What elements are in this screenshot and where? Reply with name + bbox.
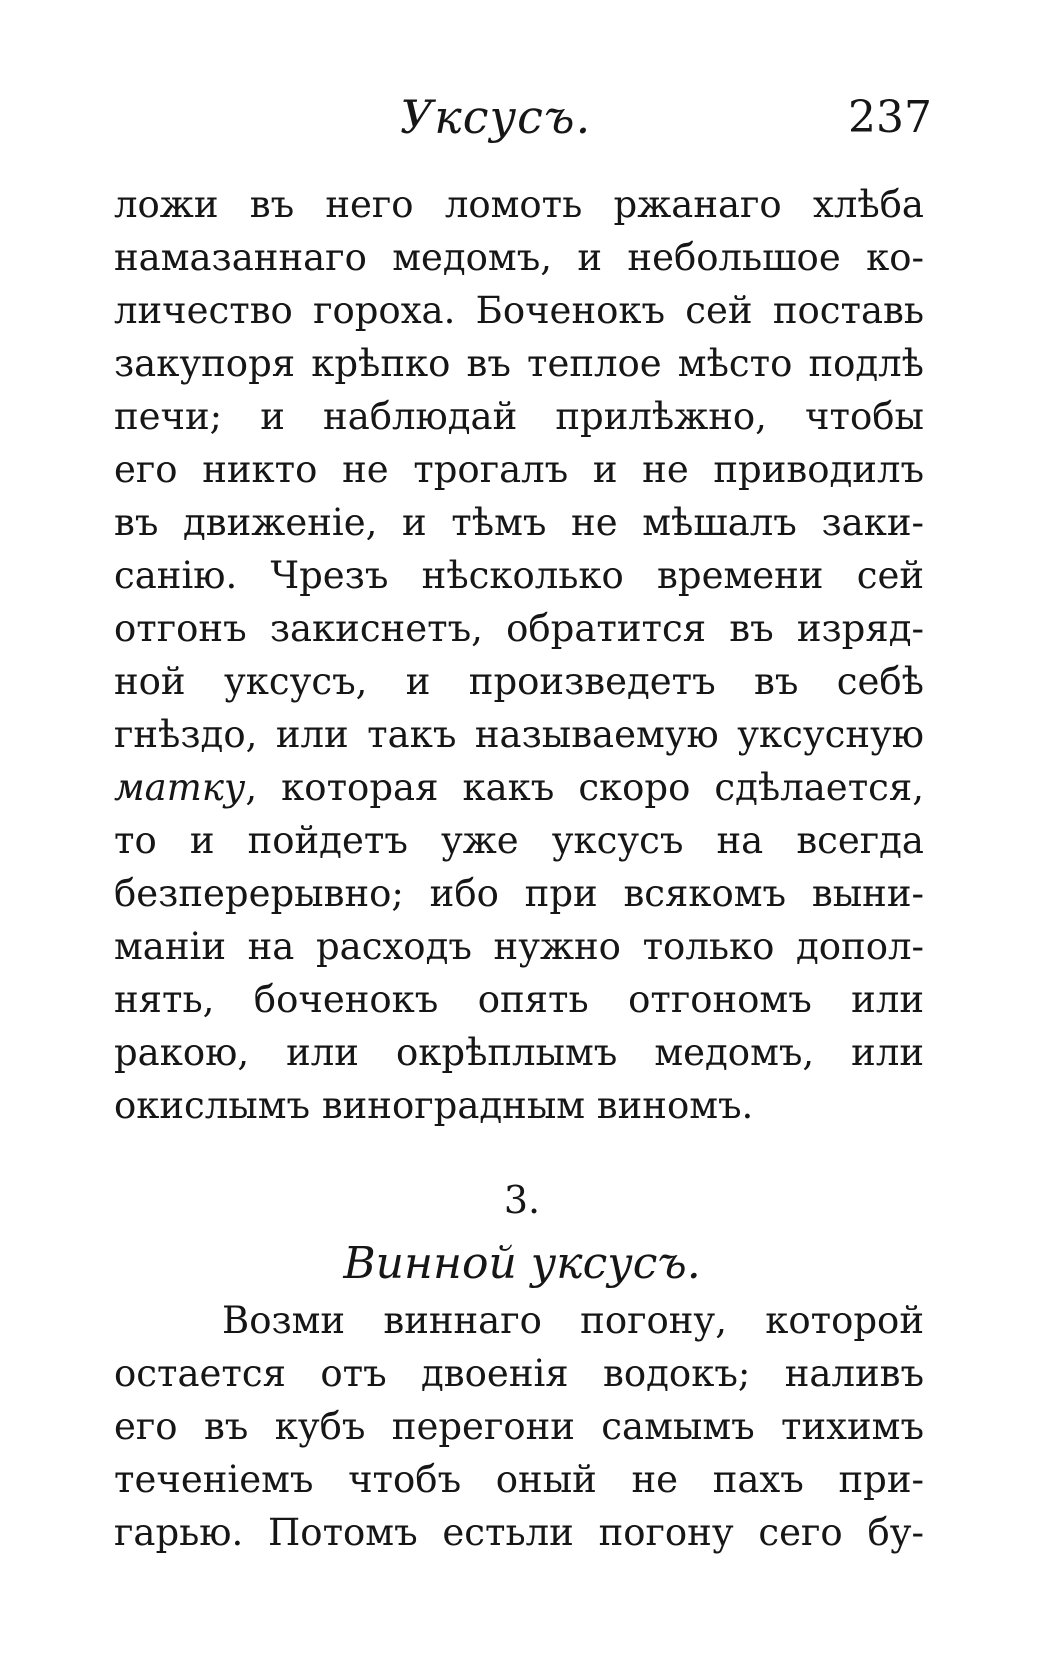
text-line: манiи на расходъ нужно только допол- <box>114 925 924 968</box>
page-number: 237 <box>848 92 932 143</box>
text-line: его въ кубъ перегони самымъ тихимъ <box>114 1405 924 1448</box>
text-line: ной уксусъ, и произведетъ въ себѣ <box>114 660 924 703</box>
text-line: намазаннаго медомъ, и небольшое ко- <box>114 236 924 279</box>
text-line: ракою, или окрѣплымъ медомъ, или <box>114 1031 924 1074</box>
text-line: въ движенiе, и тѣмъ не мѣшалъ заки- <box>114 501 924 544</box>
text-line: личество гороха. Боченокъ сей поставь <box>114 289 924 332</box>
text-line: окислымъ виноградным виномъ. <box>114 1084 754 1127</box>
text-line: его никто не трогалъ и не приводилъ <box>114 448 924 491</box>
paragraph-continued <box>114 178 924 1132</box>
text-line: печи; и наблюдай прилѣжно, чтобы <box>114 395 924 438</box>
text-line: санiю. Чрезъ нѣсколько времени сей <box>114 554 924 597</box>
text-line: Возми виннаго погону, которой <box>222 1299 924 1342</box>
text-line: теченiемъ чтобъ оный не пахъ при- <box>114 1458 924 1501</box>
text-line: то и пойдетъ уже уксусъ на всегда <box>114 819 924 862</box>
section-number: 3. <box>503 1178 541 1222</box>
italic-term: матку <box>114 766 246 809</box>
paragraph-new <box>114 1294 924 1559</box>
text-line: ложи въ него ломоть ржанаго хлѣба <box>114 183 924 226</box>
text-line-with-italic <box>114 761 924 814</box>
text-line: нять, боченокъ опять отгономъ или <box>114 978 924 1021</box>
text-line: гарью. Потомъ естьли погону сего бу- <box>114 1511 924 1554</box>
text-line: закупоря крѣпко въ теплое мѣсто подлѣ <box>114 342 924 385</box>
text-line: безперерывно; ибо при всякомъ выни- <box>114 872 924 915</box>
text-line: остается отъ двоенiя водокъ; наливъ <box>114 1352 924 1395</box>
text-line: отгонъ закиснетъ, обратится въ изряд- <box>114 607 924 650</box>
text-line: гнѣздо, или такъ называемую уксусную <box>114 713 924 756</box>
text-line-rest: , которая какъ скоро сдѣлается, <box>245 766 924 809</box>
running-title: Уксусъ. <box>400 90 592 144</box>
running-head <box>0 90 1044 150</box>
section-heading: Винной уксусъ. <box>343 1238 701 1289</box>
